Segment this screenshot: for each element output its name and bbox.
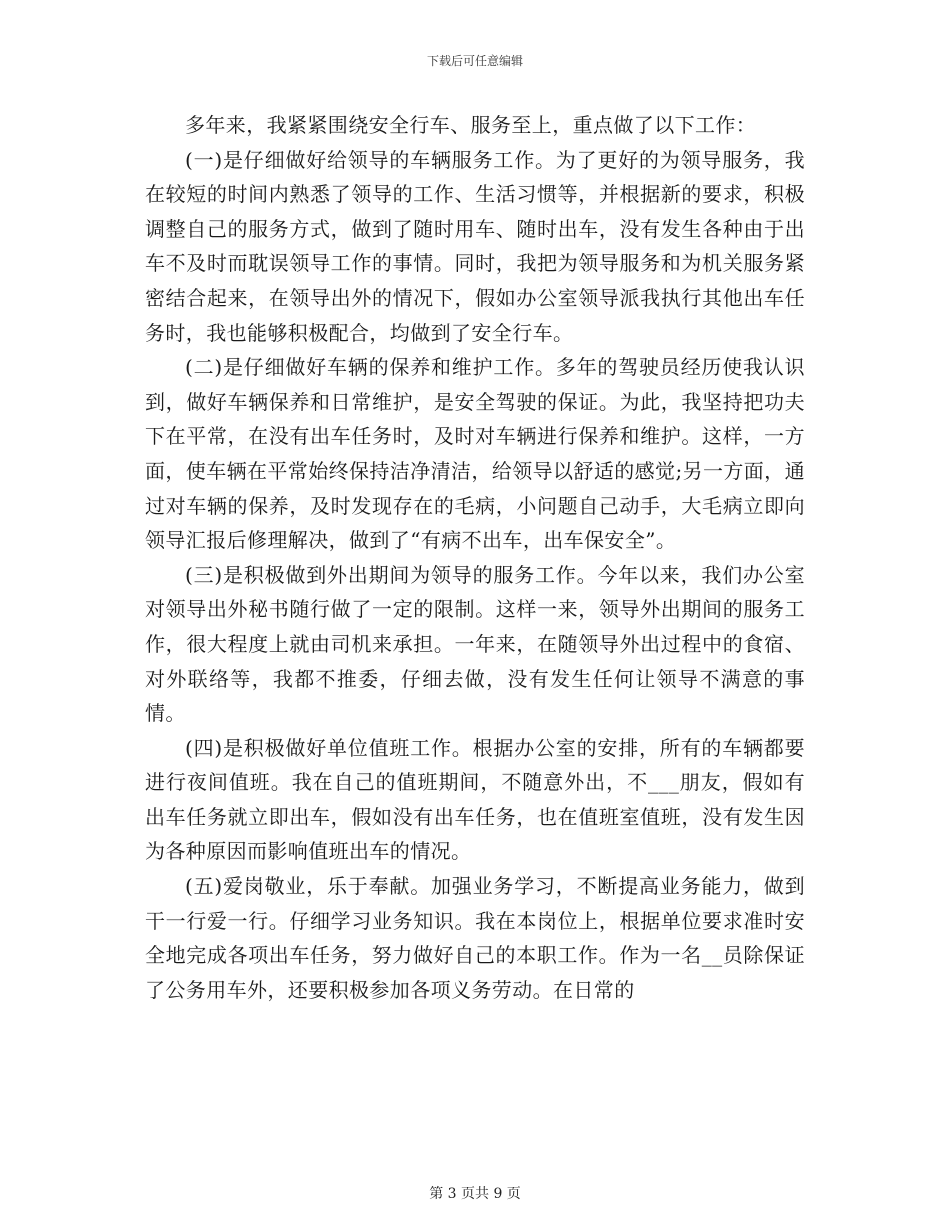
paragraph-item-4: (四)是积极做好单位值班工作。根据办公室的安排，所有的车辆都要进行夜间值班。我在自己的值班期间，不随意外出，不___朋友，假如有出车任务就立即出车，假如没有出车任务，也在值班室值班，没有发生因为各种原因而影响值班出车的情况。 (145, 735, 805, 864)
page-header-note: 下载后可任意编辑 (426, 54, 523, 68)
paragraph-item-5: (五)爱岗敬业，乐于奉献。加强业务学习，不断提高业务能力，做到干一行爱一行。仔细学习业务知识。我在本岗位上，根据单位要求准时安全地完成各项出车任务，努力做好自己的本职工作。作为一名__员除保证了公务用车外，还要积极参加各项义务劳动。在日常的 (145, 874, 805, 1002)
paragraph-item-3: (三)是积极做到外出期间为领导的服务工作。今年以来，我们办公室对领导出外秘书随行做了一定的限制。这样一来，领导外出期间的服务工作，很大程度上就由司机来承担。一年来，在随领导外出过程中的食宿、对外联络等，我都不推委，仔细去做，没有发生任何让领导不满意的事情。 (145, 562, 805, 726)
paragraph-item-2: (二)是仔细做好车辆的保养和维护工作。多年的驾驶员经历使我认识到，做好车辆保养和日常维护，是安全驾驶的保证。为此，我坚持把功夫下在平常，在没有出车任务时，及时对车辆进行保养和维护。这样，一方面，使车辆在平常始终保持洁净清洁，给领导以舒适的感觉;另一方面，通过对车辆的保养，及时发现存在的毛病，小问题自己动手，大毛病立即向领导汇报后修理解决，做到了“有病不出车，出车保安全”。 (145, 355, 805, 553)
paragraph-intro: 多年来，我紧紧围绕安全行车、服务至上，重点做了以下工作： (185, 113, 757, 137)
paragraph-item-1: (一)是仔细做好给领导的车辆服务工作。为了更好的为领导服务，我在较短的时间内熟悉了领导的工作、生活习惯等，并根据新的要求，积极调整自己的服务方式，做到了随时用车、随时出车，没有发生各种由于出车不及时而耽误领导工作的事情。同时，我把为领导服务和为机关服务紧密结合起来，在领导出外的情况下，假如办公室领导派我执行其他出车任务时，我也能够积极配合，均做到了安全行车。 (145, 147, 805, 345)
page-number: 第 3 页共 9 页 (429, 1186, 521, 1202)
document-body (145, 108, 805, 1007)
